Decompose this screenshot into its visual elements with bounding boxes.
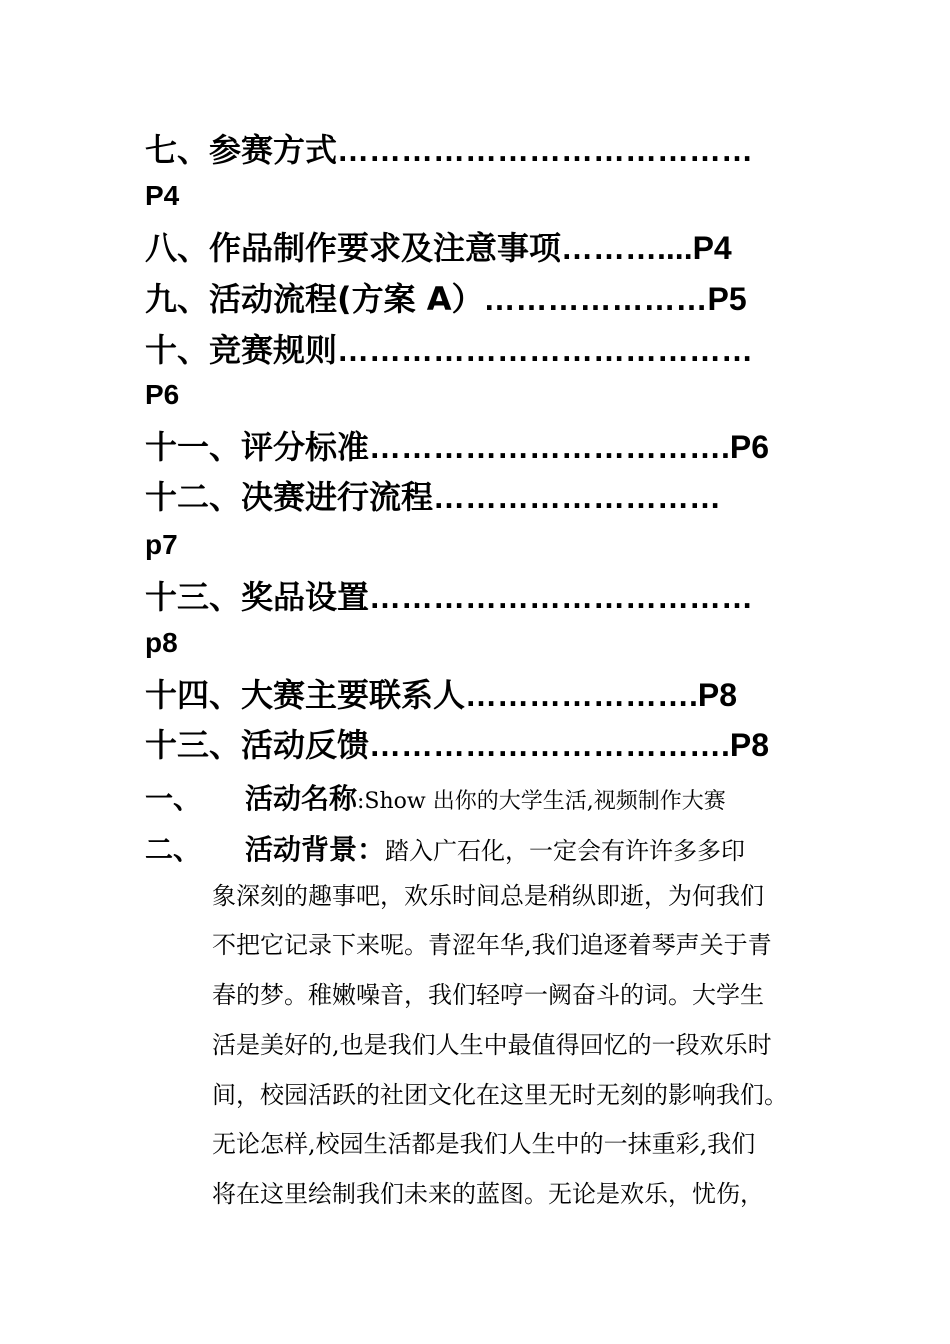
- toc-title: 十四、大赛主要联系人: [145, 676, 466, 714]
- toc-title: 十二、决赛进行流程: [145, 478, 434, 516]
- toc-entry-8: [145, 725, 769, 765]
- paragraph-line: 象深刻的趣事吧，欢乐时间总是稍纵即逝，为何我们: [212, 882, 764, 910]
- toc-title: 七、参赛方式: [145, 131, 338, 169]
- toc-leader: …………………………………: [337, 132, 754, 168]
- toc-entry-6: [145, 577, 753, 617]
- toc-title: 十三、奖品设置: [145, 578, 370, 616]
- toc-page-number: P6: [145, 379, 180, 410]
- paragraph-line: 将在这里绘制我们未来的蓝图。无论是欢乐，忧伤，: [212, 1180, 764, 1208]
- toc-leader: ………………….: [465, 677, 698, 713]
- toc-entry-0: [145, 130, 753, 170]
- toc-page-number: P6: [729, 429, 770, 465]
- toc-leader: …………………: [483, 281, 708, 317]
- toc-page-number: p7: [145, 529, 178, 560]
- toc-page-number: P5: [707, 281, 747, 317]
- toc-entry-1: [145, 228, 732, 268]
- toc-leader: …………………………….: [369, 727, 730, 763]
- section-activity-name: [145, 781, 845, 817]
- toc-page-number: P4: [692, 230, 732, 266]
- toc-page-number: P8: [697, 677, 738, 713]
- toc-title: 十一、评分标准: [145, 428, 370, 466]
- paragraph-line: 间，校园活跃的社团文化在这里无时无刻的影响我们。: [212, 1081, 788, 1109]
- section-title-text: 活动名称: [245, 782, 358, 815]
- toc-page-number: P8: [729, 727, 770, 763]
- toc-leader: ………………………: [433, 479, 722, 515]
- paragraph-line: 无论怎样,校园生活都是我们人生中的一抹重彩,我们: [212, 1130, 756, 1158]
- section-text: :Show 出你的大学生活,视频制作大赛: [357, 789, 726, 814]
- toc-page-number: p8: [145, 627, 178, 658]
- paragraph-line: 不把它记录下来呢。青涩年华,我们追逐着琴声关于青: [212, 931, 772, 959]
- toc-title: 十三、活动反馈: [145, 726, 370, 764]
- toc-entry-3: [145, 330, 753, 370]
- toc-entry-5: [145, 477, 721, 517]
- toc-page-number: P4: [145, 180, 180, 211]
- toc-entry-7: [145, 675, 737, 715]
- toc-leader: ………………………………: [369, 579, 754, 615]
- toc-leader: …………………………….: [369, 429, 730, 465]
- toc-leader: …………………………………: [337, 332, 754, 368]
- toc-title: 九、活动流程(方案 A）: [145, 280, 484, 318]
- paragraph-line: 春的梦。稚嫩噪音，我们轻哼一阙奋斗的词。大学生: [212, 981, 764, 1009]
- section-title: [245, 832, 745, 869]
- section-title: [245, 781, 726, 820]
- section-title-text: 活动背景：: [245, 833, 386, 866]
- paragraph-line: 活是美好的,也是我们人生中最值得回忆的一段欢乐时: [212, 1031, 772, 1059]
- toc-title: 八、作品制作要求及注意事项: [145, 229, 562, 267]
- section-number: 一、: [145, 782, 202, 815]
- section-text: 踏入广石化，一定会有许许多多印: [385, 837, 746, 865]
- toc-title: 十、竞赛规则: [145, 331, 338, 369]
- toc-entry-4: [145, 427, 769, 467]
- toc-entry-2: [145, 279, 747, 319]
- section-number: 二、: [145, 833, 202, 866]
- toc-leader: ………....: [561, 230, 693, 266]
- section-activity-background: [145, 832, 845, 868]
